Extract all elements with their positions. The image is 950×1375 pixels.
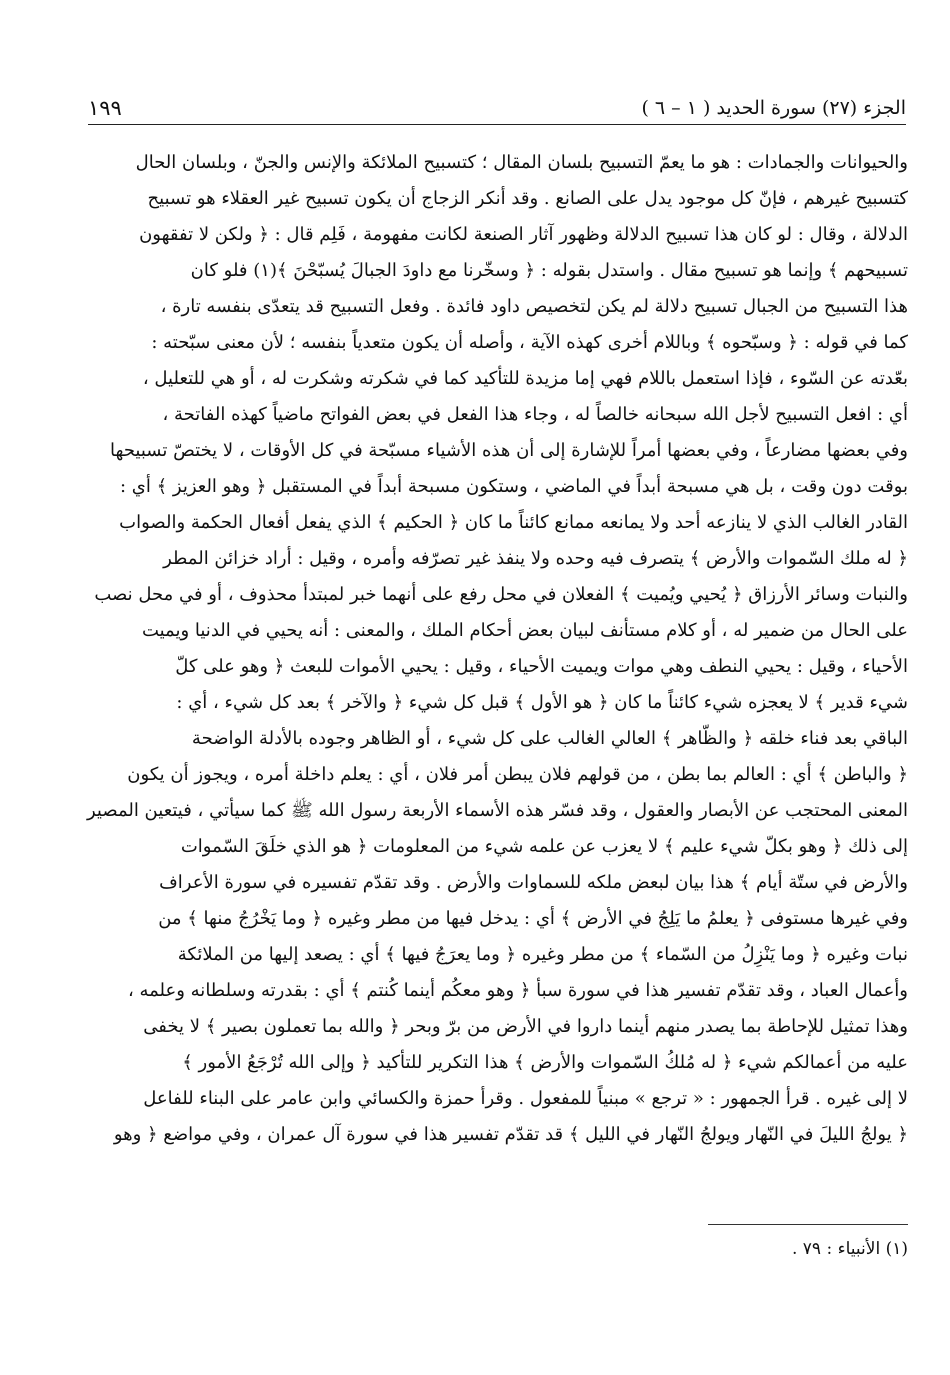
text-line: الباقي بعد فناء خلقه ﴿ والظّاهر ﴾ العالي الغالب على كل شيء ، أو الظاهر وجوده بالأدلة الواضحة [191,728,908,749]
text-line: أي : افعل التسبيح لأجل الله سبحانه خالصاً له ، وجاء هذا الفعل في بعض الفواتح ماضياً كهذه الفاتحة ، [162,404,908,425]
page-number: ١٩٩ [88,96,122,120]
text-line: شيء قدير ﴾ لا يعجزه شيء كائناً ما كان ﴿ هو الأول ﴾ قبل كل شيء ﴿ والآخر ﴾ بعد كل شيء ، أي : [176,692,908,713]
text-line: تسبيحهم ﴾ وإنما هو تسبيح مقال . واستدل بقوله : ﴿ وسخّرنا مع داودَ الجبالَ يُسبّحْنَ ﴾(١) فلو كان [190,260,908,281]
text-line: إلى ذلك ﴿ وهو بكلّ شيء عليم ﴾ لا يعزب عن علمه شيء من المعلومات ﴿ هو الذي خلَقَ السّموات [180,836,908,857]
footnote: (١) الأنبياء : ٧٩ . [791,1239,908,1259]
text-line: لا إلى غيره . قرأ الجمهور : « ترجع » مبنياً للمفعول . وقرأ حمزة والكسائي وابن عامر على البناء للفاعل [143,1088,908,1109]
text-line: نبات وغيره ﴿ وما يَنْزِلُ من السّماء ﴾ من مطر وغيره ﴿ وما يعرَجُ فيها ﴾ أي : يصعد إليها من الملائكة [177,944,908,965]
text-line: الأحياء ، وقيل : يحيي النطف وهي موات ويميت الأحياء ، وقيل : يحيي الأموات للبعث ﴿ وهو على كلّ [175,656,908,677]
running-title: الجزء (٢٧) سورة الحديد ( ١ – ٦ ) [641,97,906,119]
text-line: ﴿ والباطن ﴾ أي : العالم بما بطن ، من قولهم فلان يبطن أمر فلان ، أي : يعلم داخلة أمره ، ويجوز أن يكون [127,764,908,785]
body-text [76,145,908,1153]
text-line: وهذا تمثيل للإحاطة بما يصدر منهم أينما داروا في الأرض من برّ وبحر ﴿ والله بما تعملون بصير ﴾ لا يخفى [143,1016,908,1037]
text-line: بوقت دون وقت ، بل هي مسبحة أبداً في الماضي ، وستكون مسبحة أبداً في المستقبل ﴿ وهو العزيز ﴾ أي : [120,476,908,497]
text-line: المعنى المحتجب عن الأبصار والعقول ، وقد فسّر هذه الأسماء الأربعة رسول الله ﷺ كما سيأتي ، فيتعين المصير [86,800,908,821]
text-line: القادر الغالب الذي لا ينازعه أحد ولا يمانعه ممانع كائناً ما كان ﴿ الحكيم ﴾ الذي يفعل أفعال الحكمة والصواب [119,512,908,533]
text-line: هذا التسبيح من الجبال تسبيح دلالة لم يكن لتخصيص داود فائدة . وفعل التسبيح قد يتعدّى بنفسه تارة ، [160,296,908,317]
page-header [88,94,906,125]
text-line: ﴿ يولجُ الليلَ في النّهار ويولجُ النّهار في الليل ﴾ قد تقدّم تفسير هذا في سورة آل عمران ، وفي مواضع ﴿ وهو [113,1124,908,1145]
text-line: كتسبيح غيرهم ، فإنّ كل موجود يدل على الصانع . وقد أنكر الزجاج أن يكون تسبيح غير العقلاء هو تسبيح [147,188,908,209]
text-line: وفي غيرها مستوفى ﴿ يعلمُ ما يَلِجُ في الأرض ﴾ أي : يدخل فيها من مطر وغيره ﴿ وما يَخْرُجُ منها ﴾ من [158,908,908,929]
text-line: والنبات وسائر الأرزاق ﴿ يُحيي ويُميت ﴾ الفعلان في محل رفع على أنهما خبر لمبتدأ محذوف ، أو في محل نصب [94,584,908,605]
footnote-divider [708,1224,908,1225]
text-line: عليه من أعمالكم شيء ﴿ له مُلكُ السّموات والأرض ﴾ هذا التكرير للتأكيد ﴿ وإلى الله تُرْجَعُ الأمور ﴾ [182,1052,908,1073]
text-line: ﴿ له ملك السّموات والأرض ﴾ يتصرف فيه وحده ولا ينفذ غير تصرّفه وأمره ، وقيل : أراد خزائن المطر [163,548,908,569]
text-line: بعّدته عن السّوء ، فإذا استعمل باللام فهي إما مزيدة للتأكيد كما في شكرته وشكرت له ، أو هي للتعليل ، [142,368,908,389]
text-line: على الحال من ضمير له ، أو كلام مستأنف لبيان بعض أحكام الملك ، والمعنى : أنه يحيي في الدنيا ويميت [141,620,908,641]
text-line: والحيوانات والجمادات : هو ما يعمّ التسبيح بلسان المقال ؛ كتسبيح الملائكة والإنس والجنّ ، وبلسان الحال [135,152,908,173]
text-line: كما في قوله : ﴿ وسبّحوه ﴾ وباللام أخرى كهذه الآية ، وأصله أن يكون متعدياً بنفسه ؛ لأن معنى سبّحته : [151,332,908,353]
text-line: وأعمال العباد ، وقد تقدّم تفسير هذا في سورة سبأ ﴿ وهو معكُم أينما كُنتم ﴾ أي : بقدرته وسلطانه وعلمه ، [127,980,908,1001]
text-line: الدلالة ، وقال : لو كان هذا تسبيح الدلالة وظهور آثار الصنعة لكانت مفهومة ، فَلِم قال : ﴿ ولكن لا تفقهون [139,224,908,245]
text-line: والأرض في ستّة أيام ﴾ هذا بيان لبعض ملكه للسماوات والأرض . وقد تقدّم تفسيره في سورة الأعراف [159,872,908,893]
text-line: وفي بعضها مضارعاً ، وفي بعضها أمراً للإشارة إلى أن هذه الأشياء مسبّحة في كل الأوقات ، لا يختصّ تسبيحها [110,440,908,461]
